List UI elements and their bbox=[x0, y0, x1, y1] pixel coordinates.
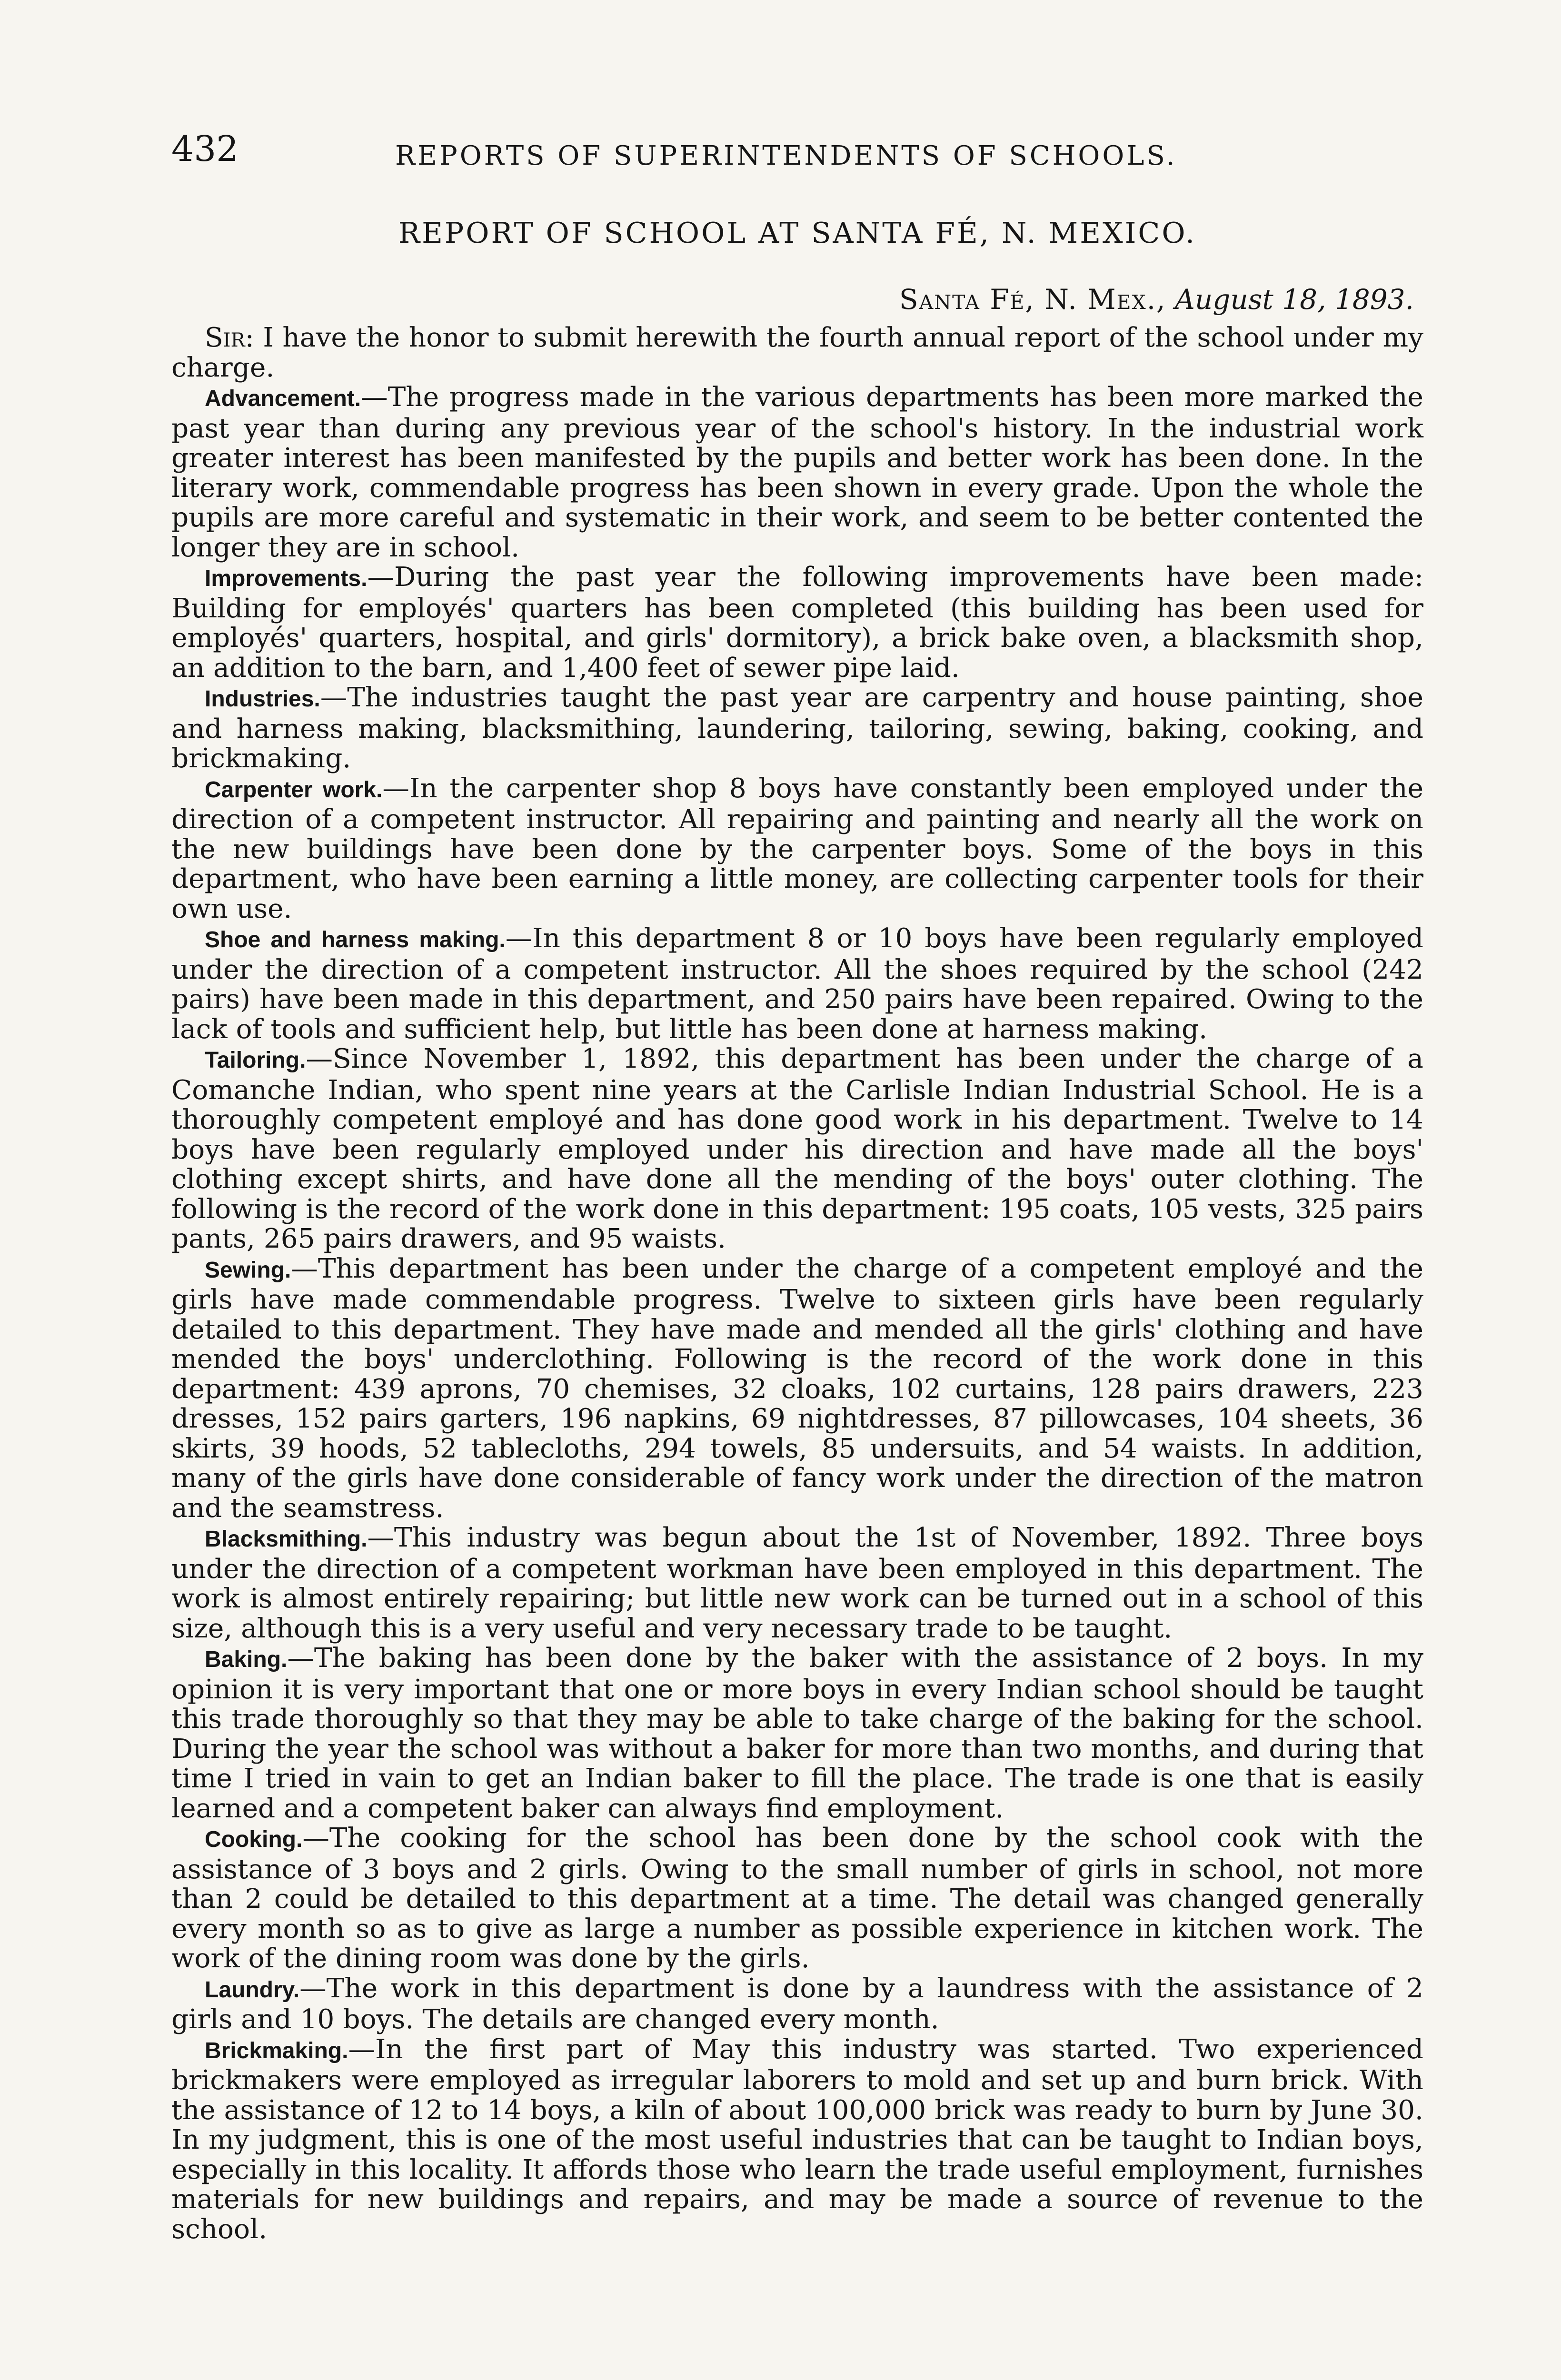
section-text: —The industries taught the past year are carpentry and house painting, shoe and harness making, blacksmithing, laundering, tailoring, sewing, baking, cooking, and brickmaking. bbox=[171, 682, 1423, 774]
section-heading: Sewing. bbox=[205, 1257, 291, 1283]
section-text: —During the past year the following improvements have been made: Building for employés' quarters has been completed (this building has been used for employés' quarters, hospital, and girls' dormitory), a brick bake oven, a blacksmith shop, an addition to the barn, and 1,400 feet of sewer pipe laid. bbox=[171, 562, 1423, 684]
section-heading: Laundry. bbox=[205, 1977, 300, 2003]
section-tailoring bbox=[171, 1044, 1423, 1254]
section-improvements bbox=[171, 563, 1423, 683]
dateline-date: August 18, 1893. bbox=[1175, 283, 1414, 316]
section-cooking bbox=[171, 1824, 1423, 1974]
section-baking bbox=[171, 1644, 1423, 1824]
section-carpenter-work bbox=[171, 774, 1423, 924]
opening-paragraph bbox=[171, 323, 1423, 383]
dateline-place: Santa Fé, N. Mex., bbox=[899, 283, 1166, 316]
section-heading: Carpenter work. bbox=[205, 777, 383, 803]
section-heading: Blacksmithing. bbox=[205, 1527, 368, 1552]
section-heading: Baking. bbox=[205, 1647, 288, 1672]
section-text: —The work in this department is done by a laundress with the assistance of 2 girls and 10 boys. The details are changed every month. bbox=[171, 1973, 1423, 2035]
report-title: REPORT OF SCHOOL AT SANTA FÉ, N. MEXICO. bbox=[398, 217, 1197, 250]
section-text: —Since November 1, 1892, this department has been under the charge of a Comanche Indian, who spent nine years at the Carlisle Indian Industrial School. He is a thoroughly competent employé and has done good work in his department. Twelve to 14 boys have been regularly employed under his direction and have made all the boys' clothing except shirts, and have done all the mending of the boys' outer clothing. The following is the record of the work done in this department: 195 coats, 105 vests, 325 pairs pants, 265 pairs drawers, and 95 waists. bbox=[171, 1043, 1423, 1254]
salutation: Sir: bbox=[205, 322, 254, 353]
section-heading: Tailoring. bbox=[205, 1048, 306, 1073]
section-text: —The cooking for the school has been done by the school cook with the assistance of 3 boys and 2 girls. Owing to the small number of girls in school, not more than 2 could be detailed to this department at a time. The detail was changed generally every month so as to give as large a number as possible experience in kitchen work. The work of the dining room was done by the girls. bbox=[171, 1823, 1423, 1974]
section-brickmaking bbox=[171, 2035, 1423, 2245]
running-head bbox=[171, 114, 1423, 176]
running-head-title: REPORTS OF SUPERINTENDENTS OF SCHOOLS. bbox=[395, 140, 1177, 171]
section-blacksmithing bbox=[171, 1523, 1423, 1644]
section-text: —This industry was begun about the 1st of November, 1892. Three boys under the direction of a competent workman have been employed in this department. The work is almost entirely repairing; but little new work can be turned out in a school of this size, although this is a very useful and very necessary trade to be taught. bbox=[171, 1522, 1423, 1644]
section-text: —The baking has been done by the baker with the assistance of 2 boys. In my opinion it is very important that one or more boys in every Indian school should be taught this trade thoroughly so that they may be able to take charge of the baking for the school. During the year the school was without a baker for more than two months, and during that time I tried in vain to get an Indian baker to fill the place. The trade is one that is easily learned and a competent baker can always find employment. bbox=[171, 1643, 1423, 1824]
section-heading: Industries. bbox=[205, 686, 320, 712]
page-content bbox=[171, 114, 1423, 2244]
section-heading: Shoe and harness making. bbox=[205, 927, 506, 952]
section-industries bbox=[171, 683, 1423, 774]
section-advancement bbox=[171, 383, 1423, 563]
section-heading: Cooking. bbox=[205, 1827, 303, 1852]
section-heading: Advancement. bbox=[205, 386, 361, 411]
section-text: —This department has been under the charge of a competent employé and the girls have made commendable progress. Twelve to sixteen girls have been regularly detailed to this department. They have made and mended all the girls' clothing and have mended the boys' underclothing. Following is the record of the work done in this department: 439 aprons, 70 chemises, 32 cloaks, 102 curtains, 128 pairs drawers, 223 dresses, 152 pairs garters, 196 napkins, 69 nightdresses, 87 pillowcases, 104 sheets, 36 skirts, 39 hoods, 52 tablecloths, 294 towels, 85 undersuits, and 54 waists. In addition, many of the girls have done considerable of fancy work under the direction of the matron and the seamstress. bbox=[171, 1253, 1423, 1524]
page-number: 432 bbox=[171, 129, 239, 169]
section-laundry bbox=[171, 1974, 1423, 2035]
section-shoe-and-harness-making bbox=[171, 924, 1423, 1044]
section-text: —In the first part of May this industry was started. Two experienced brickmakers were employed as irregular laborers to mold and set up and burn brick. With the assistance of 12 to 14 boys, a kiln of about 100,000 brick was ready to burn by June 30. In my judgment, this is one of the most useful industries that can be taught to Indian boys, especially in this locality. It affords those who learn the trade useful employment, furnishes materials for new buildings and repairs, and may be made a source of revenue to the school. bbox=[171, 2033, 1423, 2245]
section-heading: Brickmaking. bbox=[205, 2038, 348, 2063]
section-sewing bbox=[171, 1254, 1423, 1524]
section-text: —In the carpenter shop 8 boys have constantly been employed under the direction of a competent instructor. All repairing and painting and nearly all the work on the new buildings have been done by the carpenter boys. Some of the boys in this department, who have been earning a little money, are collecting carpenter tools for their own use. bbox=[171, 773, 1424, 924]
section-text: —In this department 8 or 10 boys have been regularly employed under the direction of a competent instructor. All the shoes required by the school (242 pairs) have been made in this department, and 250 pairs have been repaired. Owing to the lack of tools and sufficient help, but little has been done at harness making. bbox=[171, 923, 1423, 1045]
opening-text: I have the honor to submit herewith the fourth annual report of the school under my charge. bbox=[171, 322, 1423, 383]
section-heading: Improvements. bbox=[205, 566, 368, 591]
section-text: —The progress made in the various departments has been more marked the past year than during any previous year of the school's history. In the industrial work greater interest has been manifested by the pupils and better work has been done. In the literary work, commendable progress has been shown in every grade. Upon the whole the pupils are more careful and systematic in their work, and seem to be better contented the longer they are in school. bbox=[171, 382, 1423, 563]
dateline bbox=[171, 283, 1423, 316]
